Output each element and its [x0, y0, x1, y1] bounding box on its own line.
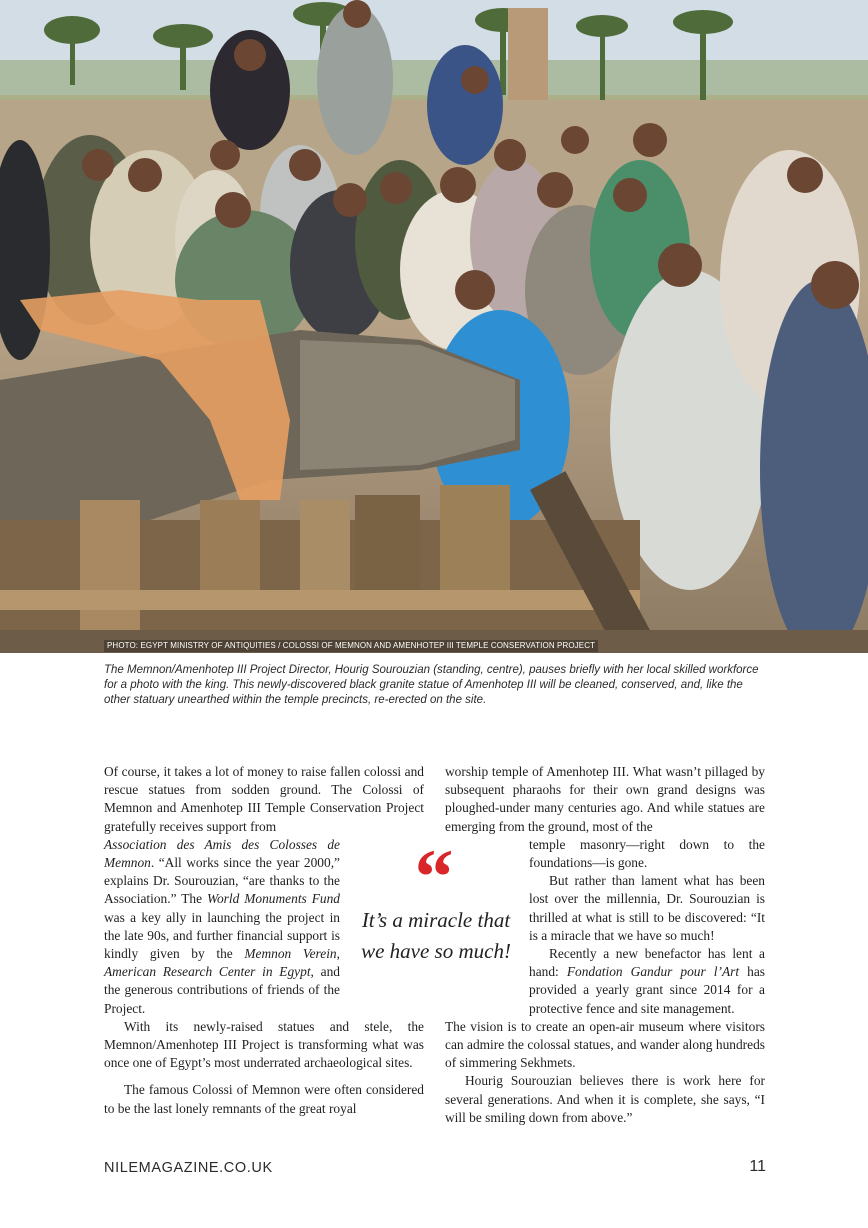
photo-caption: The Memnon/Amenhotep III Project Director, Hourig Sourouzian (standing, centre), pauses briefly with her local skilled workforce for a photo with the king. This newly-discovered black granite statue of Amenhotep III will be cleaned, conserved, and, like the other statuary unearthed within the temple precincts, re-erected on the site.: [104, 664, 759, 706]
left-paragraph-3: The famous Colossi of Memnon were often considered to be the last lonely remnants of the great royal: [104, 1082, 424, 1116]
wmf-name: World Monuments Fund: [207, 891, 340, 907]
right-column: [445, 763, 765, 1127]
right-narrow-block: [529, 836, 765, 1018]
right-paragraph-4: Hourig Sourouzian believes there is work here for several generations. And when it is complete, she says, “I will be smiling down from above.”: [445, 1073, 765, 1125]
right-paragraph-2: But rather than lament what has been lost over the millennia, Dr. Sourouzian is thrilled at what is still to be discovered: “It is a miracle that we have so much!: [529, 873, 765, 943]
right-paragraph-3-full: The vision is to create an open-air museum where visitors can admire the colossal statues, and wander along hundreds of simmering Sekhmets.: [445, 1018, 765, 1071]
photo-credit: PHOTO: EGYPT MINISTRY OF ANTIQUITIES / COLOSSI OF MEMNON AND AMENHOTEP III TEMPLE CONSERVATION PROJECT: [104, 640, 598, 652]
right-paragraph-1-full: worship temple of Amenhotep III. What wasn’t pillaged by subsequent pharaohs for their own grand designs was ploughed-under many centuries ago. And while statues are emerging from the ground, most of the: [445, 764, 765, 834]
pull-quote: It’s a miracle that we have so much!: [361, 908, 511, 963]
fondation-name: Fondation Gandur pour l’Art: [566, 964, 740, 980]
arce-name: American Research Center in Egypt: [104, 964, 311, 980]
left-paragraph-1-full: Of course, it takes a lot of money to raise fallen colossi and rescue statues from sodden ground. The Colossi of Memnon and Amenhotep III Temple Conservation Project gratefully receives support from: [104, 764, 424, 834]
right-paragraph-3-narrow: Recently a new benefactor has lent a hand: Fondation Gandur pour l’Art has provided a yearly grant since 2014 for a protective fence and site management.: [529, 946, 765, 1016]
page-number: 11: [749, 1158, 766, 1175]
right-paragraph-1-narrow: temple masonry—right down to the foundations—is gone.: [529, 836, 765, 871]
association-name: Association des Amis des Colosses de Memnon: [104, 836, 340, 871]
verein-name: Memnon Verein: [244, 946, 337, 962]
footer-site-name: NILEMAGAZINE.CO.UK: [104, 1160, 273, 1176]
quote-mark-icon: “: [414, 833, 454, 920]
left-paragraph-1-narrow: Association des Amis des Colosses de Memnon. “All works since the year 2000,” explains Dr. Sourouzian, “are thanks to the Association.” The World Monuments Fund was a key ally in launching the project in the late 90s, and further financial support is kindly given by the Memnon Verein, American Research Center in Egypt, and the generous contributions of friends of the Project.: [104, 836, 340, 1016]
left-paragraph-2: With its newly-raised statues and stele, the Memnon/Amenhotep III Project is transforming what was once one of Egypt’s most underrated archaeological sites.: [104, 1018, 424, 1071]
